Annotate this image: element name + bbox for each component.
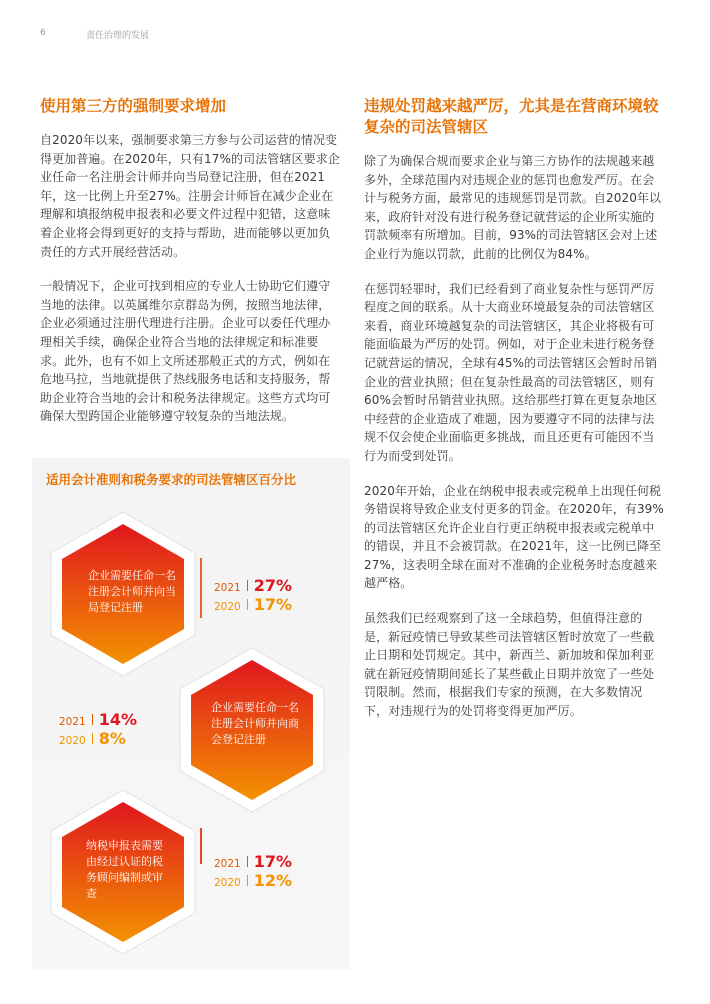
stat-1-year-2021: 2021 (214, 582, 241, 594)
left-paragraph-2: 一般情况下，企业可找到相应的专业人士协助它们遵守当地的法律。以英属维尔京群岛为例，按照当地法律，企业必须通过注册代理进行注册。企业可以委任代理办理相关手续，确保企业符合当地的法律规定和标准要求。此外，也有不如上文所述那般正式的方式，例如在危地马拉，当地就提供了热线服务电话和支持服务，帮助企业符合当地的会计和税务法律规定。这些方式均可确保大型跨国企业能够遵守较复杂的当地法规。 (40, 279, 331, 424)
left-column (40, 96, 342, 442)
divider (247, 599, 248, 610)
left-paragraph-1: 自2020年以来，强制要求第三方参与公司运营的情况变得更加普遍。在2020年，只有17%的司法管辖区要求企业任命一名注册会计师并向当局登记注册，但在2021年，这一比例上升至27%。注册会计师旨在减少企业在理解和填报纳税申报表和必要文件过程中犯错，这意味着企业将会得到更好的支持与帮助，进而能够以更加负责任的方式开展经营活动。 (40, 133, 340, 259)
stat-3-year-2020: 2020 (214, 877, 241, 889)
hexagon-2 (177, 646, 327, 814)
divider (247, 580, 248, 591)
stat-1-value-2021: 27% (253, 576, 293, 595)
left-heading: 使用第三方的强制要求增加 (40, 97, 227, 115)
stat-1 (214, 576, 292, 614)
hexagon-2-text: 企业需要任命一名注册会计师并向商会登记注册 (211, 701, 299, 746)
right-paragraph-1: 除了为确保合规而要求企业与第三方协作的法规越来越多外，全球范围内对违规企业的惩罚也愈发严厉。在会计与税务方面，最常见的违规惩罚是罚款。自2020年以来，政府针对没有进行税务登记就营运的企业所实施的罚款频率有所增加。目前，93%的司法管辖区会对上述企业行为施以罚款，此前的比例仅为84%。 (364, 154, 662, 261)
stat-3 (214, 852, 292, 890)
right-paragraph-4: 虽然我们已经观察到了这一全球趋势，但值得注意的是，新冠疫情已导致某些司法管辖区暂时放宽了一些截止日期和处罚规定。其中，新西兰、新加坡和保加利亚就在新冠疫情期间延长了某些截止日期并放宽了一些处罚限制。然而，根据我们专家的预测，在大多数情况下，对违规行为的处罚将变得更加严厉。 (364, 611, 655, 719)
infographic-panel (32, 458, 350, 970)
stat-2 (59, 710, 137, 748)
stat-2-value-2020: 8% (98, 729, 126, 748)
hexagon-1 (48, 510, 198, 678)
connector-line (200, 558, 202, 618)
hexagon-3 (48, 788, 198, 956)
stat-1-year-2020: 2020 (214, 601, 241, 613)
stat-3-value-2021: 17% (253, 852, 293, 871)
right-paragraph-3: 2020年开始，企业在纳税申报表或完税单上出现任何税务错误将导致企业支付更多的罚金。在2020年，有39%的司法管辖区允许企业自行更正纳税申报表或完税单中的错误，并且不会被罚款。在2021年，这一比例已降至27%，这表明全球在面对不准确的企业税务时态度越来越严格。 (364, 483, 664, 591)
divider (92, 733, 93, 744)
stat-3-year-2021: 2021 (214, 858, 241, 870)
page-number: 6 (40, 28, 46, 38)
divider (247, 856, 248, 867)
divider (247, 875, 248, 886)
right-paragraph-2: 在惩罚轻罪时，我们已经看到了商业复杂性与惩罚严厉程度之间的联系。从十大商业环境最复杂的司法管辖区来看，商业环境越复杂的司法管辖区，其企业将极有可能面临最为严厉的处罚。例如，对于企业未进行税务登记就营运的情况，全球有45%的司法管辖区会暂时吊销企业的营业执照；但在复杂性最高的司法管辖区，则有60%会暂时吊销营业执照。这给那些打算在更复杂地区中经营的企业造成了难题，因为要遵守不同的法律与法规不仅会使企业面临更多挑战，而且还更有可能因不当行为而受到处罚。 (364, 281, 658, 463)
stat-3-value-2020: 12% (253, 871, 293, 890)
hexagon-1-text: 企业需要任命一名注册会计师并向当局登记注册 (88, 569, 176, 614)
stat-2-year-2020: 2020 (59, 735, 86, 747)
section-title: 责任治理的发展 (86, 31, 150, 41)
connector-line (200, 828, 202, 864)
right-column (364, 96, 666, 737)
stat-2-value-2021: 14% (98, 710, 138, 729)
stat-2-year-2021: 2021 (59, 716, 86, 728)
infographic-title: 适用会计准则和税务要求的司法管辖区百分比 (46, 472, 297, 487)
right-heading: 违规处罚越来越严厉，尤其是在营商环境较复杂的司法管辖区 (364, 97, 659, 136)
hexagon-3-text: 纳税申报表需要由经过认证的税务顾问编制或审查 (86, 839, 163, 900)
divider (92, 714, 93, 725)
stat-1-value-2020: 17% (253, 595, 293, 614)
